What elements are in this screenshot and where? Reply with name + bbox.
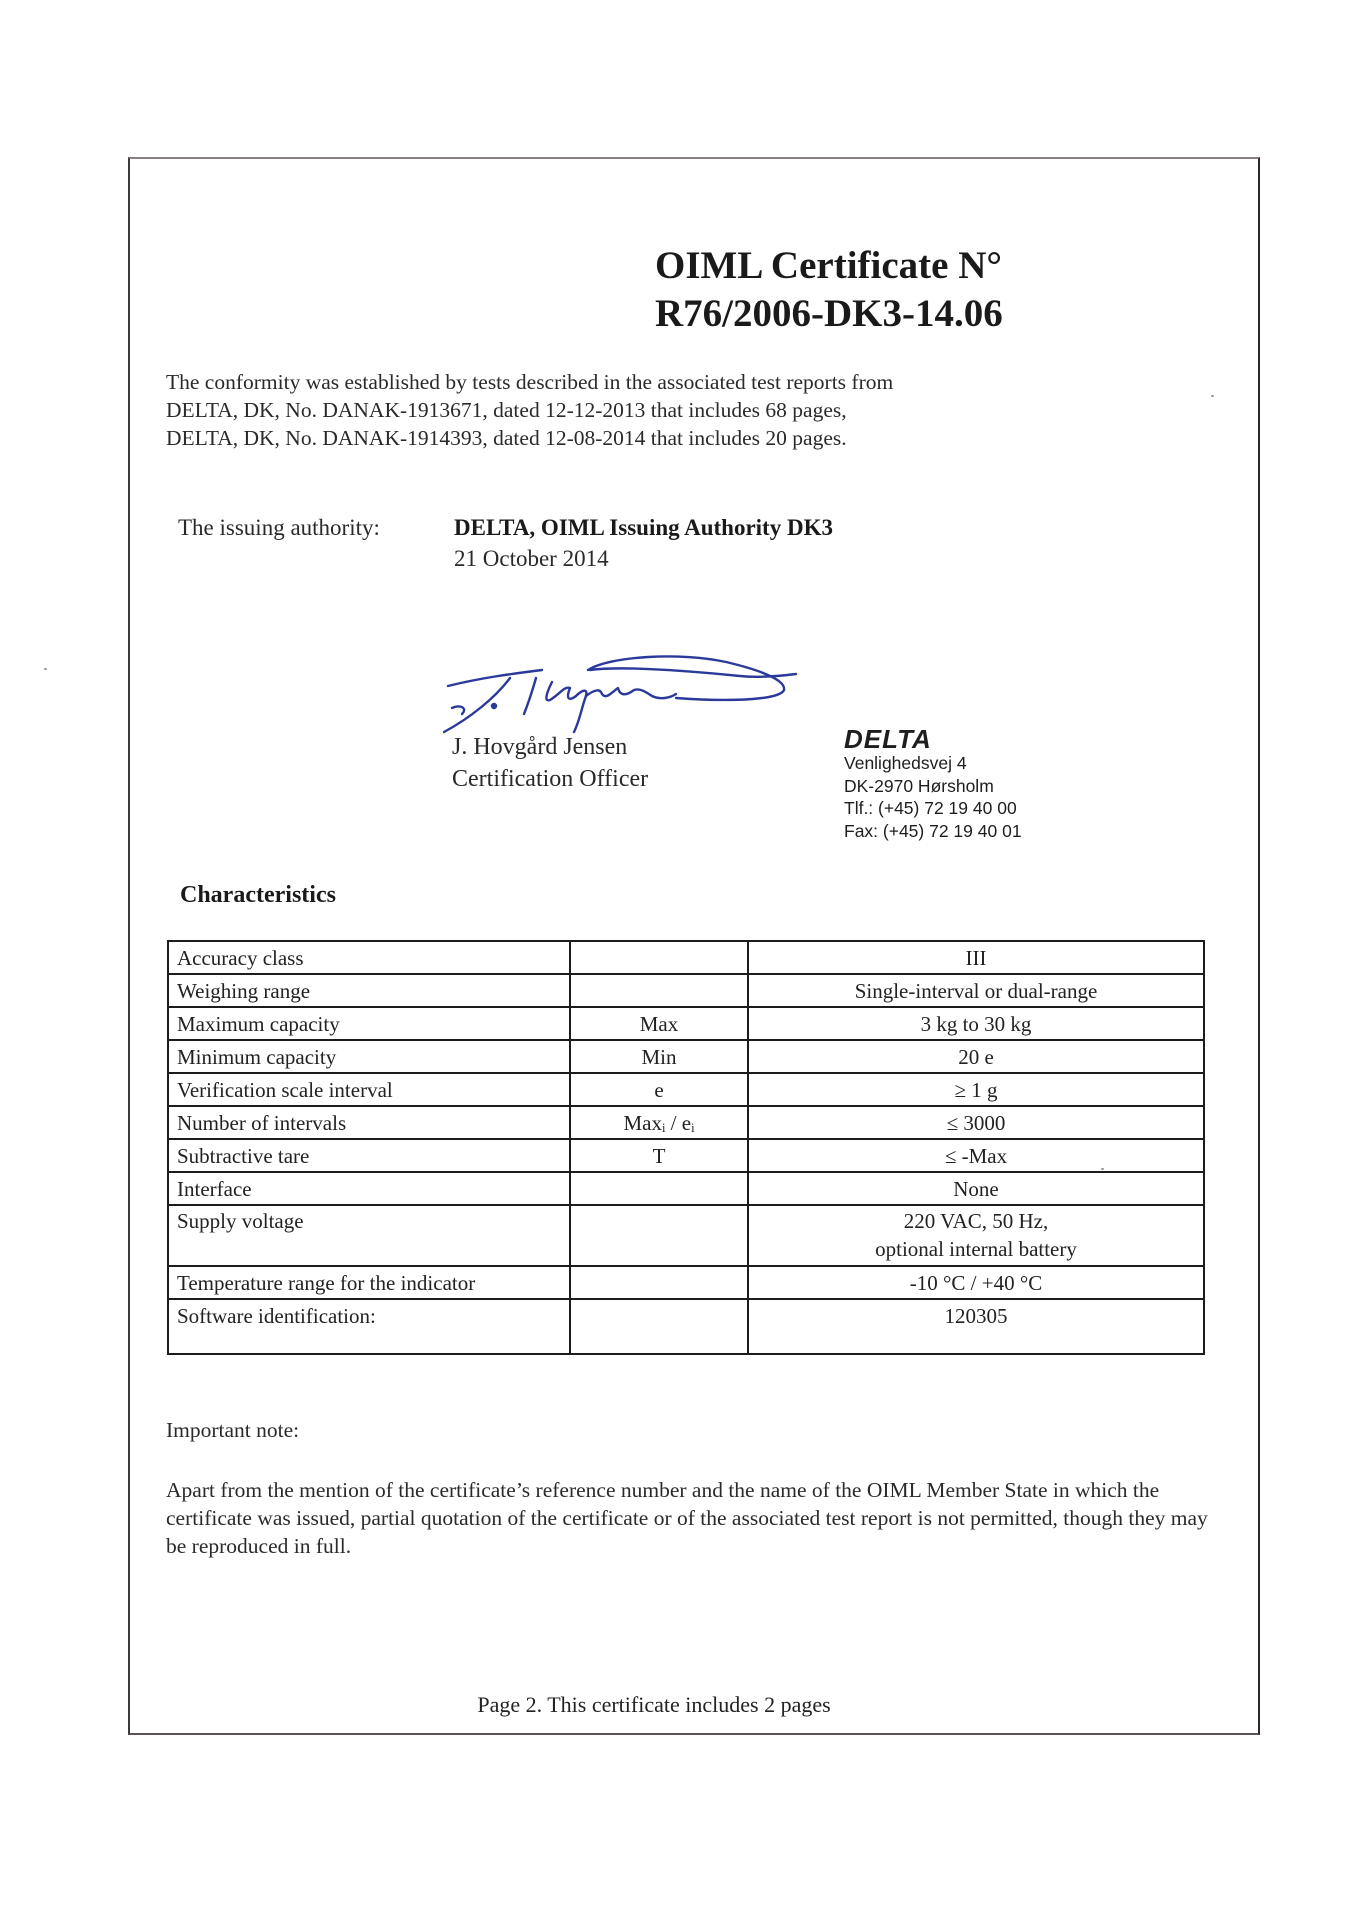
row-symbol <box>570 1266 748 1299</box>
scan-speck <box>1211 395 1214 397</box>
row-label: Supply voltage <box>168 1205 570 1266</box>
row-label: Temperature range for the indicator <box>168 1266 570 1299</box>
page-count: Page 2. This certificate includes 2 pages <box>477 1692 831 1717</box>
row-symbol: T <box>570 1139 748 1172</box>
page-footer <box>0 1692 1352 1718</box>
row-value <box>748 1205 1204 1266</box>
test-report-1: DELTA, DK, No. DANAK-1913671, dated 12-12-2013 that includes 68 pages, <box>166 398 847 422</box>
row-value: ≤ -Max <box>748 1139 1204 1172</box>
row-symbol: Maxᵢ / eᵢ <box>570 1106 748 1139</box>
table-row <box>168 1007 1204 1040</box>
stamp-address-city: DK-2970 Hørsholm <box>844 775 994 796</box>
row-value-line2: optional internal battery <box>875 1237 1077 1261</box>
row-label: Number of intervals <box>168 1106 570 1139</box>
table-row <box>168 974 1204 1007</box>
signature-icon <box>440 648 800 738</box>
stamp-phone: Tlf.: (+45) 72 19 40 00 <box>844 798 1017 818</box>
row-value: 120305 <box>748 1299 1204 1354</box>
row-value-line1: 220 VAC, 50 Hz, <box>903 1209 1049 1233</box>
row-label: Accuracy class <box>168 941 570 974</box>
row-symbol <box>570 941 748 974</box>
row-symbol <box>570 974 748 1007</box>
issuing-authority-name: DELTA, OIML Issuing Authority DK3 <box>454 515 833 540</box>
row-label: Minimum capacity <box>168 1040 570 1073</box>
row-value: 20 e <box>748 1040 1204 1073</box>
row-value: Single-interval or dual-range <box>748 974 1204 1007</box>
signer-title: Certification Officer <box>452 766 649 792</box>
conformity-statement <box>166 368 1066 452</box>
signer-name: J. Hovgård Jensen <box>452 734 628 760</box>
row-value: -10 °C / +40 °C <box>748 1266 1204 1299</box>
certificate-title <box>655 242 1003 338</box>
certificate-title-line1: OIML Certificate N° <box>655 244 1002 287</box>
table-row <box>168 1073 1204 1106</box>
row-label: Maximum capacity <box>168 1007 570 1040</box>
scan-speck <box>44 668 47 670</box>
issue-date: 21 October 2014 <box>454 546 609 571</box>
row-value: 3 kg to 30 kg <box>748 1007 1204 1040</box>
row-symbol <box>570 1299 748 1354</box>
table-row <box>168 1266 1204 1299</box>
characteristics-heading: Characteristics <box>180 882 336 908</box>
conformity-line: The conformity was established by tests described in the associated test reports from <box>166 370 894 394</box>
row-label: Weighing range <box>168 974 570 1007</box>
row-label: Interface <box>168 1172 570 1205</box>
test-report-2: DELTA, DK, No. DANAK-1914393, dated 12-08-2014 that includes 20 pages. <box>166 426 847 450</box>
row-label: Software identification: <box>168 1299 570 1354</box>
scan-speck <box>1101 1168 1104 1170</box>
row-symbol: e <box>570 1073 748 1106</box>
row-value: None <box>748 1172 1204 1205</box>
certificate-number: R76/2006-DK3-14.06 <box>655 292 1003 335</box>
row-symbol <box>570 1205 748 1266</box>
row-symbol: Max <box>570 1007 748 1040</box>
table-row <box>168 1205 1204 1266</box>
characteristics-table <box>167 940 1205 1355</box>
important-note-body: Apart from the mention of the certificate’s reference number and the name of the OIML Member State in which the certificate was issued, partial quotation of the certificate or of the associated test report is not permitted, though they may be reproduced in full. <box>166 1478 1208 1558</box>
stamp-fax: Fax: (+45) 72 19 40 01 <box>844 820 1022 841</box>
delta-address-stamp <box>844 726 1084 854</box>
table-row <box>168 1172 1204 1205</box>
issuing-authority-label: The issuing authority: <box>178 515 380 540</box>
table-row <box>168 941 1204 974</box>
delta-logo: DELTA <box>844 726 932 754</box>
important-note-label: Important note: <box>166 1418 300 1442</box>
stamp-address-street: Venlighedsvej 4 <box>844 753 967 773</box>
row-value: III <box>748 941 1204 974</box>
table-row <box>168 1299 1204 1354</box>
row-value: ≤ 3000 <box>748 1106 1204 1139</box>
row-label: Subtractive tare <box>168 1139 570 1172</box>
table-row <box>168 1139 1204 1172</box>
row-symbol <box>570 1172 748 1205</box>
row-label: Verification scale interval <box>168 1073 570 1106</box>
row-symbol: Min <box>570 1040 748 1073</box>
table-row <box>168 1040 1204 1073</box>
row-value: ≥ 1 g <box>748 1073 1204 1106</box>
table-row <box>168 1106 1204 1139</box>
